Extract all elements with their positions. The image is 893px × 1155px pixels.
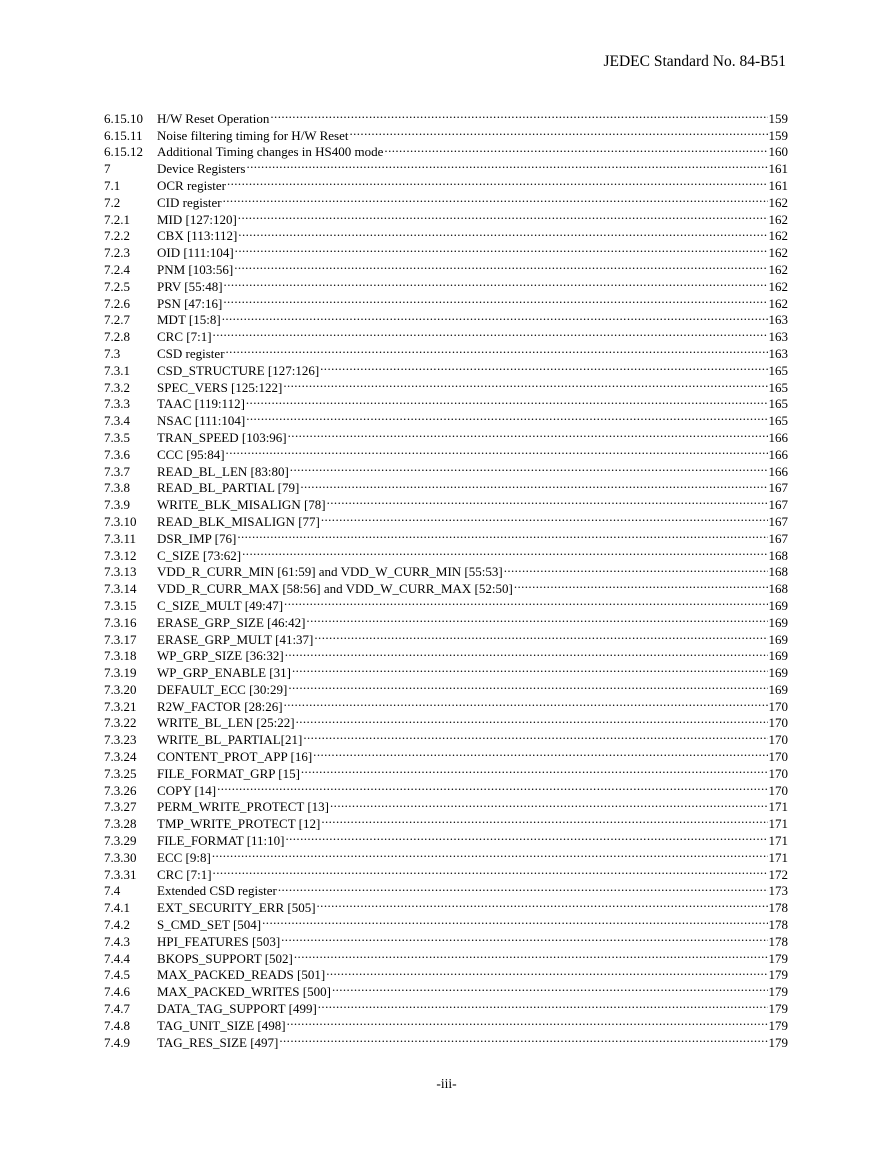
toc-entry-page: 162 — [768, 261, 788, 277]
toc-entry-page: 163 — [768, 312, 788, 328]
toc-entry-number: 7.2.3 — [104, 245, 130, 261]
toc-entry-page: 169 — [768, 648, 788, 664]
dot-leader — [321, 811, 767, 828]
toc-entry-title: CID register — [157, 194, 222, 210]
toc-entry-number: 7.3 — [104, 345, 121, 361]
toc-entry-title: Noise filtering timing for H/W Reset — [157, 127, 349, 143]
toc-entry-page: 173 — [768, 883, 788, 899]
dot-leader — [238, 207, 768, 224]
dot-leader — [223, 291, 767, 308]
toc-entry-page: 159 — [768, 127, 788, 143]
toc-entry-page: 166 — [768, 463, 788, 479]
toc-entry-number: 7.3.23 — [104, 732, 137, 748]
toc-entry-title: DEFAULT_ECC [30:29] — [157, 681, 288, 697]
dot-leader — [270, 106, 767, 123]
dot-leader — [288, 425, 768, 442]
toc-entry-page: 161 — [768, 177, 788, 193]
dot-leader — [321, 509, 768, 526]
toc-entry-number: 7.3.22 — [104, 715, 137, 731]
toc-entry-page: 166 — [768, 446, 788, 462]
page-number: -iii- — [436, 1076, 457, 1091]
toc-entry-page: 170 — [768, 698, 788, 714]
dot-leader — [235, 240, 768, 257]
toc-entry-title: ERASE_GRP_SIZE [46:42] — [157, 614, 306, 630]
toc-entry-page: 163 — [768, 329, 788, 345]
toc-entry-page: 178 — [768, 917, 788, 933]
toc-entry-page: 179 — [768, 967, 788, 983]
toc-entry-title: MAX_PACKED_WRITES [500] — [157, 984, 331, 1000]
toc-entry-page: 167 — [768, 513, 788, 529]
toc-entry-title: Device Registers — [157, 161, 246, 177]
toc-entry-number: 7.3.26 — [104, 782, 137, 798]
toc-entry-title: S_CMD_SET [504] — [157, 917, 262, 933]
toc-entry-number: 7.4.6 — [104, 984, 130, 1000]
toc-entry-number: 7.3.21 — [104, 698, 137, 714]
toc-entry-title: Extended CSD register — [157, 883, 277, 899]
dot-leader — [281, 929, 767, 946]
dot-leader — [330, 795, 767, 812]
toc-entry-title: CRC [7:1] — [157, 866, 212, 882]
toc-entry-page: 169 — [768, 681, 788, 697]
toc-entry-number: 7.3.9 — [104, 497, 130, 513]
toc-entry-number: 7.2.8 — [104, 329, 130, 345]
table-of-contents — [104, 106, 788, 1050]
toc-entry-page: 170 — [768, 782, 788, 798]
toc-entry-page: 169 — [768, 614, 788, 630]
toc-entry-number: 7.3.30 — [104, 849, 137, 865]
toc-entry-title: MID [127:120] — [157, 211, 237, 227]
dot-leader — [222, 308, 768, 325]
toc-entry-number: 7.3.13 — [104, 564, 137, 580]
toc-entry-title: WRITE_BLK_MISALIGN [78] — [157, 497, 326, 513]
toc-entry-title: TAAC [119:112] — [157, 396, 245, 412]
toc-entry-page: 179 — [768, 1017, 788, 1033]
dot-leader — [327, 492, 768, 509]
toc-entry-page: 170 — [768, 749, 788, 765]
toc-entry-title: MAX_PACKED_READS [501] — [157, 967, 326, 983]
toc-entry-page: 170 — [768, 765, 788, 781]
toc-entry-number: 7.3.8 — [104, 480, 130, 496]
toc-entry-page: 165 — [768, 396, 788, 412]
toc-entry-page: 169 — [768, 665, 788, 681]
toc-entry-number: 7.3.20 — [104, 681, 137, 697]
toc-entry-number: 7.4.5 — [104, 967, 130, 983]
document-header: JEDEC Standard No. 84-B51 — [603, 53, 786, 70]
toc-entry-number: 7.3.3 — [104, 396, 130, 412]
toc-entry-page: 162 — [768, 194, 788, 210]
toc-entry-number: 6.15.12 — [104, 144, 143, 160]
dot-leader — [224, 274, 768, 291]
toc-entry-page: 171 — [768, 849, 788, 865]
dot-leader — [314, 627, 767, 644]
toc-entry-page: 159 — [768, 110, 788, 126]
toc-entry-number: 7.3.15 — [104, 597, 137, 613]
toc-entry-number: 7.4.8 — [104, 1017, 130, 1033]
toc-entry-page: 162 — [768, 228, 788, 244]
toc-entry-title: SPEC_VERS [125:122] — [157, 379, 283, 395]
toc-entry-title: TAG_RES_SIZE [497] — [157, 1034, 279, 1050]
toc-entry-page: 167 — [768, 497, 788, 513]
toc-entry-page: 172 — [768, 866, 788, 882]
toc-entry-number: 7.3.29 — [104, 833, 137, 849]
toc-entry-page: 165 — [768, 413, 788, 429]
toc-entry-title: WP_GRP_ENABLE [31] — [157, 665, 291, 681]
toc-entry-title: H/W Reset Operation — [157, 110, 270, 126]
toc-entry-title: ECC [9:8] — [157, 849, 211, 865]
dot-leader — [284, 593, 767, 610]
dot-leader — [238, 224, 767, 241]
toc-entry-page: 168 — [768, 564, 788, 580]
toc-entry-number: 7.3.18 — [104, 648, 137, 664]
toc-entry-number: 7.3.11 — [104, 530, 137, 546]
toc-entry-page: 165 — [768, 362, 788, 378]
toc-entry[interactable] — [104, 106, 788, 126]
toc-entry-page: 162 — [768, 245, 788, 261]
dot-leader — [246, 392, 768, 409]
toc-entry-page: 179 — [768, 1001, 788, 1017]
dot-leader — [226, 442, 768, 459]
toc-entry-number: 7 — [104, 161, 111, 177]
toc-entry-page: 167 — [768, 480, 788, 496]
toc-entry-page: 171 — [768, 816, 788, 832]
toc-entry-number: 7.2 — [104, 194, 121, 210]
toc-entry-number: 7.2.5 — [104, 278, 130, 294]
toc-entry-title: WRITE_BL_PARTIAL[21] — [157, 732, 303, 748]
toc-entry-page: 169 — [768, 597, 788, 613]
dot-leader — [288, 677, 767, 694]
toc-entry-title: OCR register — [157, 177, 226, 193]
toc-entry-number: 7.3.31 — [104, 866, 137, 882]
toc-entry-page: 179 — [768, 1034, 788, 1050]
toc-entry-page: 170 — [768, 732, 788, 748]
dot-leader — [213, 324, 768, 341]
toc-entry-page: 178 — [768, 933, 788, 949]
dot-leader — [300, 476, 767, 493]
toc-entry-number: 7.4.7 — [104, 1001, 130, 1017]
toc-entry-number: 6.15.11 — [104, 127, 143, 143]
toc-entry-title: FILE_FORMAT_GRP [15] — [157, 765, 300, 781]
toc-entry-number: 7.4.1 — [104, 900, 130, 916]
dot-leader — [301, 761, 768, 778]
dot-leader — [284, 694, 768, 711]
toc-entry-number: 7.3.28 — [104, 816, 137, 832]
dot-leader — [213, 862, 768, 879]
dot-leader — [287, 1013, 768, 1030]
toc-entry-title: EXT_SECURITY_ERR [505] — [157, 900, 316, 916]
toc-entry-title: PSN [47:16] — [157, 295, 223, 311]
toc-entry-title: WRITE_BL_LEN [25:22] — [157, 715, 295, 731]
toc-entry-title: CCC [95:84] — [157, 446, 225, 462]
toc-entry-page: 162 — [768, 295, 788, 311]
toc-entry-page: 167 — [768, 530, 788, 546]
toc-entry-page: 160 — [768, 144, 788, 160]
toc-entry-number: 7.3.1 — [104, 362, 130, 378]
dot-leader — [234, 257, 767, 274]
toc-entry-page: 168 — [768, 581, 788, 597]
toc-entry-title: TMP_WRITE_PROTECT [12] — [157, 816, 321, 832]
toc-entry-title: CONTENT_PROT_APP [16] — [157, 749, 313, 765]
dot-leader — [332, 979, 768, 996]
toc-entry-page: 179 — [768, 950, 788, 966]
toc-entry-title: DSR_IMP [76] — [157, 530, 237, 546]
toc-entry-number: 7.3.10 — [104, 513, 137, 529]
dot-leader — [303, 727, 767, 744]
toc-entry-page: 170 — [768, 715, 788, 731]
toc-entry-title: COPY [14] — [157, 782, 217, 798]
dot-leader — [246, 156, 767, 173]
dot-leader — [227, 173, 768, 190]
toc-entry-page: 171 — [768, 833, 788, 849]
toc-entry-title: READ_BL_PARTIAL [79] — [157, 480, 300, 496]
toc-entry-title: FILE_FORMAT [11:10] — [157, 833, 285, 849]
toc-entry-number: 7.4.9 — [104, 1034, 130, 1050]
toc-entry-title: READ_BL_LEN [83:80] — [157, 463, 289, 479]
dot-leader — [349, 123, 767, 140]
dot-leader — [290, 459, 768, 476]
toc-entry-title: ERASE_GRP_MULT [41:37] — [157, 631, 314, 647]
toc-entry-title: C_SIZE [73:62] — [157, 547, 242, 563]
toc-entry-number: 7.3.7 — [104, 463, 130, 479]
toc-entry-title: PNM [103:56] — [157, 261, 234, 277]
dot-leader — [246, 408, 767, 425]
toc-entry-number: 7.3.14 — [104, 581, 137, 597]
toc-entry-number: 7.4.2 — [104, 917, 130, 933]
toc-entry-title: DATA_TAG_SUPPORT [499] — [157, 1001, 317, 1017]
dot-leader — [279, 1030, 767, 1047]
dot-leader — [285, 644, 768, 661]
toc-entry-title: MDT [15:8] — [157, 312, 221, 328]
toc-entry-page: 169 — [768, 631, 788, 647]
toc-entry-number: 7.3.17 — [104, 631, 137, 647]
toc-entry-title: READ_BLK_MISALIGN [77] — [157, 513, 320, 529]
dot-leader — [292, 660, 768, 677]
toc-entry-number: 7.3.6 — [104, 446, 130, 462]
dot-leader — [320, 358, 767, 375]
toc-entry-title: TRAN_SPEED [103:96] — [157, 429, 287, 445]
toc-entry-page: 166 — [768, 429, 788, 445]
toc-entry-title: HPI_FEATURES [503] — [157, 933, 281, 949]
dot-leader — [237, 526, 767, 543]
dot-leader — [384, 140, 767, 157]
dot-leader — [285, 828, 767, 845]
dot-leader — [226, 341, 768, 358]
dot-leader — [504, 560, 768, 577]
toc-entry-page: 162 — [768, 278, 788, 294]
toc-entry-title: PERM_WRITE_PROTECT [13] — [157, 799, 330, 815]
dot-leader — [278, 879, 768, 896]
toc-entry-number: 7.3.5 — [104, 429, 130, 445]
toc-entry-number: 7.2.4 — [104, 261, 130, 277]
toc-entry-title: CSD_STRUCTURE [127:126] — [157, 362, 320, 378]
dot-leader — [313, 744, 767, 761]
toc-entry-number: 7.3.4 — [104, 413, 130, 429]
toc-entry-page: 165 — [768, 379, 788, 395]
toc-entry-page: 161 — [768, 161, 788, 177]
dot-leader — [306, 610, 767, 627]
toc-entry-title: WP_GRP_SIZE [36:32] — [157, 648, 284, 664]
toc-entry-title: NSAC [111:104] — [157, 413, 246, 429]
toc-entry-number: 7.3.19 — [104, 665, 137, 681]
dot-leader — [294, 946, 768, 963]
toc-entry-number: 7.3.16 — [104, 614, 137, 630]
toc-entry-title: CSD register — [157, 345, 225, 361]
toc-entry-number: 6.15.10 — [104, 110, 143, 126]
toc-entry-title: Additional Timing changes in HS400 mode — [157, 144, 384, 160]
dot-leader — [212, 845, 768, 862]
toc-entry-number: 7.4 — [104, 883, 121, 899]
toc-entry-title: OID [111:104] — [157, 245, 234, 261]
toc-entry-page: 179 — [768, 984, 788, 1000]
toc-entry-page: 163 — [768, 345, 788, 361]
toc-entry-page: 178 — [768, 900, 788, 916]
toc-entry-title: R2W_FACTOR [28:26] — [157, 698, 283, 714]
toc-entry-number: 7.3.2 — [104, 379, 130, 395]
toc-entry-title: VDD_R_CURR_MAX [58:56] and VDD_W_CURR_MAX [52:50] — [157, 581, 513, 597]
toc-entry-page: 171 — [768, 799, 788, 815]
dot-leader — [318, 996, 768, 1013]
toc-entry-number: 7.2.2 — [104, 228, 130, 244]
toc-entry-page: 162 — [768, 211, 788, 227]
dot-leader — [317, 895, 768, 912]
toc-entry-title: TAG_UNIT_SIZE [498] — [157, 1017, 286, 1033]
toc-entry-title: VDD_R_CURR_MIN [61:59] and VDD_W_CURR_MIN [55:53] — [157, 564, 503, 580]
toc-entry-number: 7.4.3 — [104, 933, 130, 949]
dot-leader — [217, 778, 767, 795]
dot-leader — [514, 576, 768, 593]
toc-entry-number: 7.1 — [104, 177, 121, 193]
toc-entry-title: PRV [55:48] — [157, 278, 223, 294]
toc-entry-number: 7.3.12 — [104, 547, 137, 563]
toc-entry-page: 168 — [768, 547, 788, 563]
dot-leader — [326, 963, 767, 980]
dot-leader — [242, 543, 767, 560]
toc-entry-number: 7.2.6 — [104, 295, 130, 311]
toc-entry-number: 7.3.24 — [104, 749, 137, 765]
toc-entry-number: 7.2.1 — [104, 211, 130, 227]
toc-entry-title: C_SIZE_MULT [49:47] — [157, 597, 284, 613]
toc-entry-title: BKOPS_SUPPORT [502] — [157, 950, 293, 966]
toc-entry-title: CBX [113:112] — [157, 228, 238, 244]
toc-entry-number: 7.2.7 — [104, 312, 130, 328]
toc-entry-number: 7.3.27 — [104, 799, 137, 815]
toc-entry-number: 7.4.4 — [104, 950, 130, 966]
dot-leader — [223, 190, 768, 207]
toc-entry-number: 7.3.25 — [104, 765, 137, 781]
toc-entry-title: CRC [7:1] — [157, 329, 212, 345]
dot-leader — [262, 912, 767, 929]
dot-leader — [283, 375, 767, 392]
dot-leader — [296, 711, 768, 728]
